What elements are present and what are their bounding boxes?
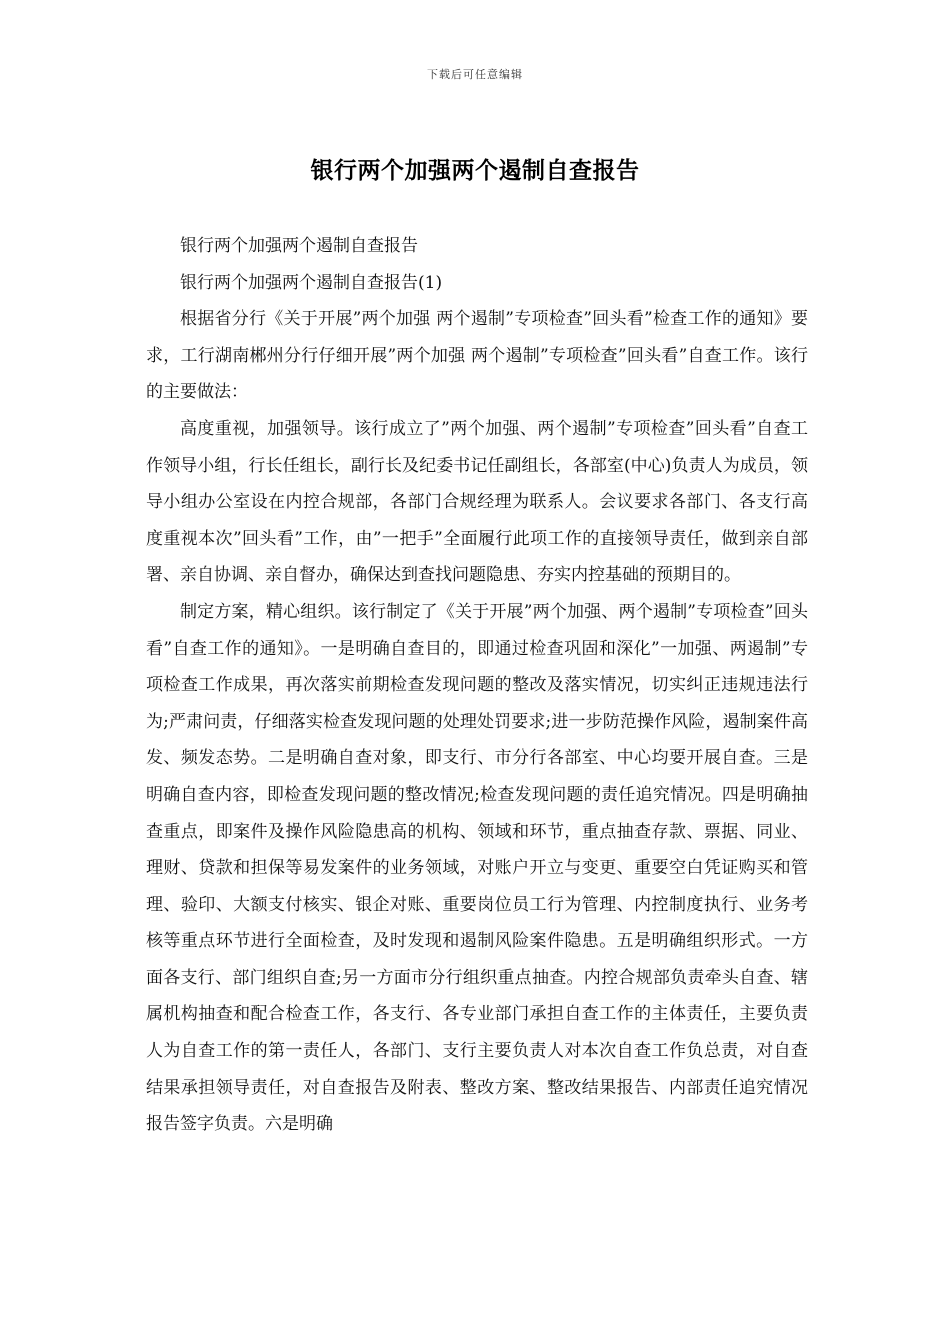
paragraph-subtitle: 银行两个加强两个遏制自查报告	[180, 236, 418, 256]
document-title: 银行两个加强两个遏制自查报告	[310, 157, 640, 184]
paragraph-plan: 制定方案，精心组织。该行制定了《关于开展”两个加强、两个遏制”专项检查”回头看”自查工作的通知》。一是明确自查目的，即通过检查巩固和深化”一加强、两遏制”专项检查工作成果，再次落实前期检查发现问题的整改及落实情况，切实纠正违规违法行为;严肃问责，仔细落实检查发现问题的处理处罚要求;进一步防范操作风险，遏制案件高发、频发态势。二是明确自查对象，即支行、市分行各部室、中心均要开展自查。三是明确自查内容，即检查发现问题的整改情况;检查发现问题的责任追究情况。四是明确抽查重点，即案件及操作风险隐患高的机构、领域和环节，重点抽查存款、票据、同业、理财、贷款和担保等易发案件的业务领域，对账户开立与变更、重要空白凭证购买和管理、验印、大额支付核实、银企对账、重要岗位员工行为管理、内控制度执行、业务考核等重点环节进行全面检查，及时发现和遏制风险案件隐患。五是明确组织形式。一方面各支行、部门组织自查;另一方面市分行组织重点抽查。内控合规部负责牵头自查、辖属机构抽查和配合检查工作，各支行、各专业部门承担自查工作的主体责任，主要负责人为自查工作的第一责任人，各部门、支行主要负责人对本次自查工作负总责，对自查结果承担领导责任，对自查报告及附表、整改方案、整改结果报告、内部责任追究情况报告签字负责。六是明确	[146, 601, 808, 1135]
header-note: 下载后可任意编辑	[427, 68, 523, 81]
paragraph-intro: 根据省分行《关于开展”两个加强 两个遏制”专项检查”回头看”检查工作的通知》要求，工行湖南郴州分行仔细开展”两个加强 两个遏制”专项检查”回头看”自查工作。该行的主要做法：	[146, 309, 808, 403]
paragraph-leadership: 高度重视，加强领导。该行成立了”两个加强、两个遏制”专项检查”回头看”自查工作领导小组，行长任组长，副行长及纪委书记任副组长，各部室(中心)负责人为成员，领导小组办公室设在内控合规部，各部门合规经理为联系人。会议要求各部门、各支行高度重视本次”回头看”工作，由”一把手”全面履行此项工作的直接领导责任，做到亲自部署、亲自协调、亲自督办，确保达到查找问题隐患、夯实内控基础的预期目的。	[146, 418, 808, 586]
paragraph-subtitle-numbered: 银行两个加强两个遏制自查报告(1)	[180, 272, 443, 293]
document-body	[146, 228, 808, 1143]
